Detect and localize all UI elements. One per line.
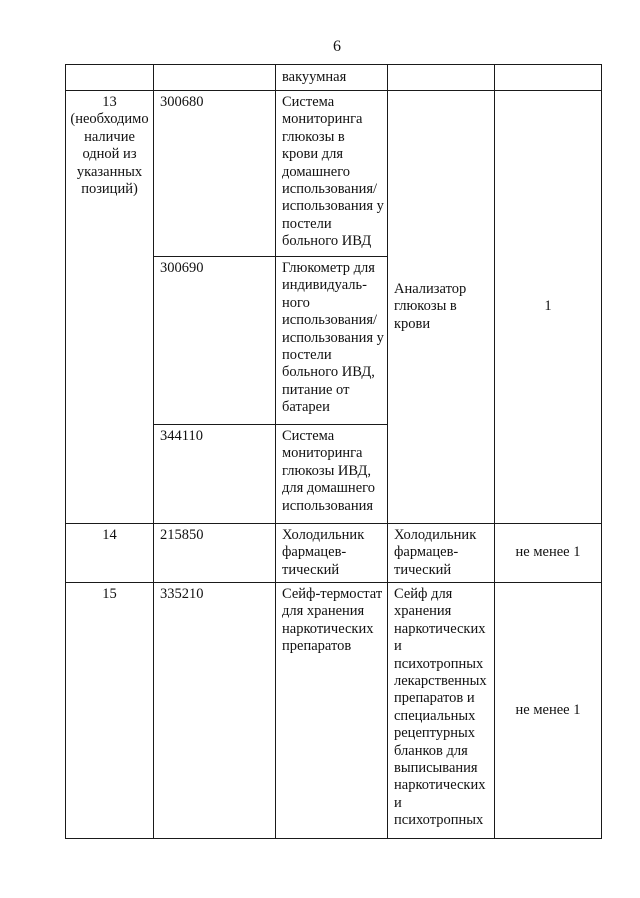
equipment-table — [65, 64, 602, 839]
cell-device: Сейф для хранения наркотических и психотропных лекарственных препаратов и специальных рецептурных бланков для выписывания наркотических и психотропных — [388, 583, 495, 839]
cell-name: Система мониторинга глюкозы ИВД, для домашнего использования — [276, 425, 388, 524]
table-row-continuation — [66, 65, 602, 91]
cell-name: Глюкометр для индивидуаль- ного использования/ использования у постели больного ИВД, питание от батареи — [276, 257, 388, 425]
cell-code — [154, 65, 276, 91]
cell-code: 335210 — [154, 583, 276, 839]
page-number: 6 — [333, 38, 341, 55]
cell-code: 300680 — [154, 91, 276, 257]
cell-device — [388, 65, 495, 91]
table-row-13-item-1 — [66, 91, 602, 257]
cell-name: вакуумная — [276, 65, 388, 91]
cell-number: 14 — [66, 524, 154, 583]
cell-number: 13 (необходимо наличие одной из указанных позиций) — [66, 91, 154, 524]
table-row-15 — [66, 583, 602, 839]
cell-device: Анализатор глюкозы в крови — [388, 91, 495, 524]
cell-device: Холодильник фармацев- тический — [388, 524, 495, 583]
cell-name: Сейф-термостат для хранения наркотических препаратов — [276, 583, 388, 839]
table-row-14 — [66, 524, 602, 583]
cell-number — [66, 65, 154, 91]
cell-code: 344110 — [154, 425, 276, 524]
cell-quantity: не менее 1 — [495, 524, 602, 583]
cell-name: Холодильник фармацев- тический — [276, 524, 388, 583]
cell-quantity: 1 — [495, 91, 602, 524]
cell-code: 215850 — [154, 524, 276, 583]
cell-quantity: не менее 1 — [495, 583, 602, 839]
cell-quantity — [495, 65, 602, 91]
cell-number: 15 — [66, 583, 154, 839]
cell-code: 300690 — [154, 257, 276, 425]
cell-name: Система мониторинга глюкозы в крови для домашнего использования/ использования у постели больного ИВД — [276, 91, 388, 257]
